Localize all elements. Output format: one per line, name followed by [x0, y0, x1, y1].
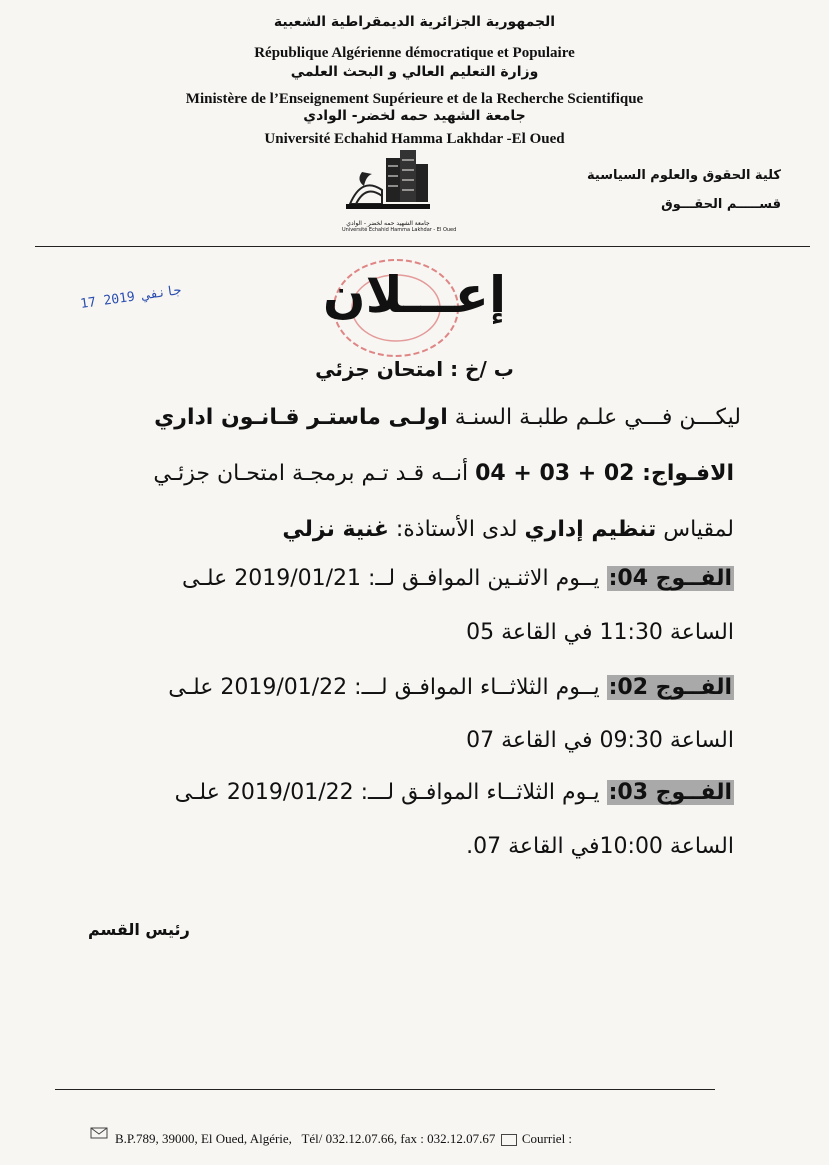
republic-arabic: الجمهورية الجزائرية الديمقراطية الشعبية — [273, 14, 556, 30]
session-3-date: يـوم الثلاثــاء الموافـق لـــ: 2019/01/22 علـى — [174, 780, 607, 805]
session-1-group: الفــوج 04: — [608, 566, 732, 591]
intro-level: اولـى ماستـر قـانـون اداري — [154, 405, 448, 430]
university-logo-icon — [342, 146, 434, 216]
footer-divider — [55, 1089, 715, 1090]
mail-icon — [90, 1124, 108, 1143]
session-1-line-1 — [182, 566, 734, 591]
session-3-line-2: الساعة 10:00في القاعة 07. — [466, 834, 734, 859]
university-arabic: جامعة الشهيد حمه لخضر- الوادي — [303, 108, 526, 124]
footer-phone: Tél/ 032.12.07.66, fax : 032.12.07.67 — [301, 1131, 496, 1146]
session-2-date: يــوم الثلاثــاء الموافـق لـــ: 2019/01/22 علـى — [168, 675, 607, 700]
module-prefix: لمقياس — [656, 517, 734, 542]
notice-subject: ب /خ : امتحان جزئي — [315, 357, 514, 381]
footer-contact — [115, 1131, 572, 1147]
header-divider — [35, 246, 810, 247]
signature-title: رئيس القسم — [88, 920, 190, 939]
groups-line — [153, 461, 734, 486]
session-1-line-2: الساعة 11:30 في القاعة 05 — [466, 620, 734, 645]
date-stamp: 17 جانفي 2019 — [79, 282, 183, 313]
department-name: قســـــم الحقـــوق — [661, 197, 781, 212]
university-logo — [342, 146, 457, 233]
logo-text-french: Université Echahid Hamma Lakhdar - El Oued — [342, 227, 457, 233]
notice-title: إعـــلان — [322, 266, 507, 324]
intro-prefix: ليكـــن فـــي علـم طلبـة السنـة — [447, 405, 741, 430]
email-icon — [501, 1134, 517, 1146]
session-3-line-1 — [175, 780, 734, 805]
ministry-french: Ministère de l’Enseignement Supérieure et de la Recherche Scientifique — [185, 91, 644, 107]
session-3-group: الفــوج 03: — [608, 780, 732, 805]
republic-french: République Algérienne démocratique et Populaire — [254, 45, 575, 61]
footer-email-label: Courriel : — [521, 1131, 573, 1146]
session-2-line-1 — [168, 675, 734, 700]
logo-text-arabic: جامعة الشهيد حمه لخضر - الوادي — [346, 220, 430, 227]
session-2-group: الفــوج 02: — [608, 675, 732, 700]
session-1-date: يــوم الاثنـين الموافـق لــ: 2019/01/21 علـى — [182, 566, 607, 591]
footer-address: B.P.789, 39000, El Oued, Algérie, — [115, 1131, 292, 1146]
groups-label: الافـواج: 02 + 03 + 04 — [475, 461, 734, 486]
teacher-name: غنية نزلي — [282, 517, 389, 542]
module-line — [282, 517, 734, 542]
teacher-prefix: لدى الأستاذة: — [388, 517, 525, 542]
session-2-line-2: الساعة 09:30 في القاعة 07 — [466, 728, 734, 753]
module-name: تنظيم إداري — [524, 517, 657, 542]
faculty-name: كلية الحقوق والعلوم السياسية — [587, 168, 781, 183]
intro-line — [154, 405, 741, 430]
ministry-arabic: وزارة التعليم العالي و البحث العلمي — [290, 64, 539, 80]
university-french: Université Echahid Hamma Lakhdar -El Oued — [264, 131, 565, 147]
groups-text: أنــه قـد تـم برمجـة امتحـان جزئـي — [153, 461, 476, 486]
